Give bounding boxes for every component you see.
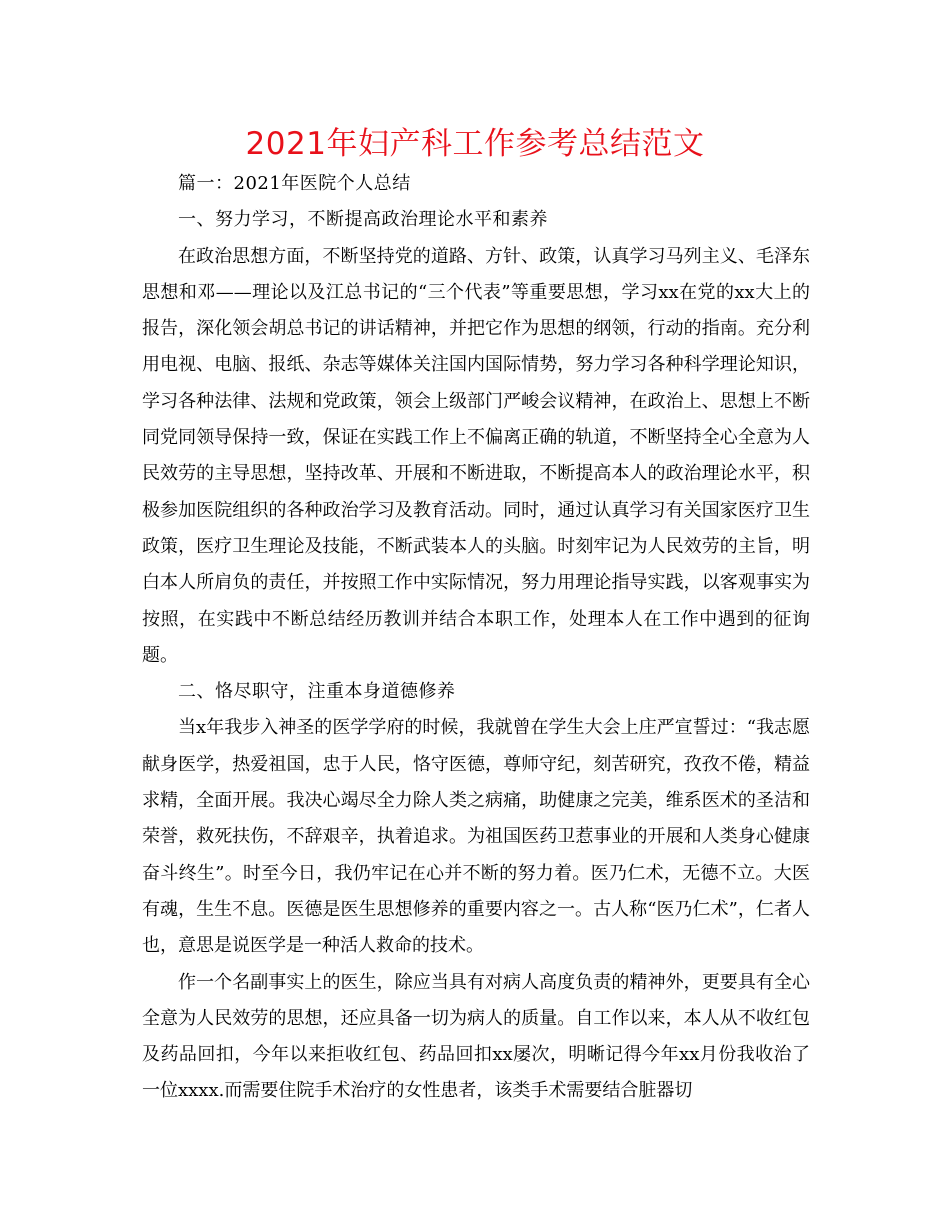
body-paragraph-3: 作一个名副事实上的医生，除应当具有对病人高度负责的精神外，更要具有全心全意为人民效劳的思想，还应具备一切为病人的质量。自工作以来，本人从不收红包及药品回扣，今年以来拒收红包、药品回扣xx屡次，明晰记得今年xx月份我收治了一位xxxx.而需要住院手术治疗的女性患者，该类手术需要结合脏器切 — [142, 971, 810, 1102]
body-paragraph-1: 在政治思想方面，不断坚持党的道路、方针、政策，认真学习马列主义、毛泽东思想和邓——理论以及江总书记的“三个代表”等重要思想，学习xx在党的xx大上的报告，深化领会胡总书记的讲话精神，并把它作为思想的纲领，行动的指南。充分利用电视、电脑、报纸、杂志等媒体关注国内国际情势，努力学习各种科学理论知识，学习各种法律、法规和党政策，领会上级部门严峻会议精神，在政治上、思想上不断同党同领导保持一致，保证在实践工作上不偏离正确的轨道，不断坚持全心全意为人民效劳的主导思想，坚持改革、开展和不断进取，不断提高本人的政治理论水平，积极参加医院组织的各种政治学习及教育活动。同时，通过认真学习有关国家医疗卫生政策，医疗卫生理论及技能，不断武装本人的头脑。时刻牢记为人民效劳的主旨，明白本人所肩负的责任，并按照工作中实际情况，努力用理论指导实践，以客观事实为按照，在实践中不断总结经历教训并结合本职工作，处理本人在工作中遇到的征询题。 — [142, 245, 810, 666]
document-title: 2021年妇产科工作参考总结范文 — [245, 126, 705, 162]
body-paragraph-2: 当x年我步入神圣的医学学府的时候，我就曾在学生大会上庄严宣誓过：“我志愿献身医学，热爱祖国，忠于人民，恪守医德，尊师守纪，刻苦研究，孜孜不倦，精益求精，全面开展。我决心竭尽全力除人类之病痛，助健康之完美，维系医术的圣洁和荣誉，救死扶伤，不辞艰辛，执着追求。为祖国医药卫惹事业的开展和人类身心健康奋斗终生”。时至今日，我仍牢记在心并不断的努力着。医乃仁术，无德不立。大医有魂，生生不息。医德是医生思想修养的重要内容之一。古人称“医乃仁术”，仁者人也，意思是说医学是一种活人救命的技术。 — [142, 717, 810, 957]
section-heading-1: 一、努力学习，不断提高政治理论水平和素养 — [178, 209, 548, 231]
document-body — [142, 166, 810, 1110]
section-heading-2: 二、恪尽职守，注重本身道德修养 — [178, 681, 456, 703]
section-label: 篇一：2021年医院个人总结 — [178, 173, 411, 194]
